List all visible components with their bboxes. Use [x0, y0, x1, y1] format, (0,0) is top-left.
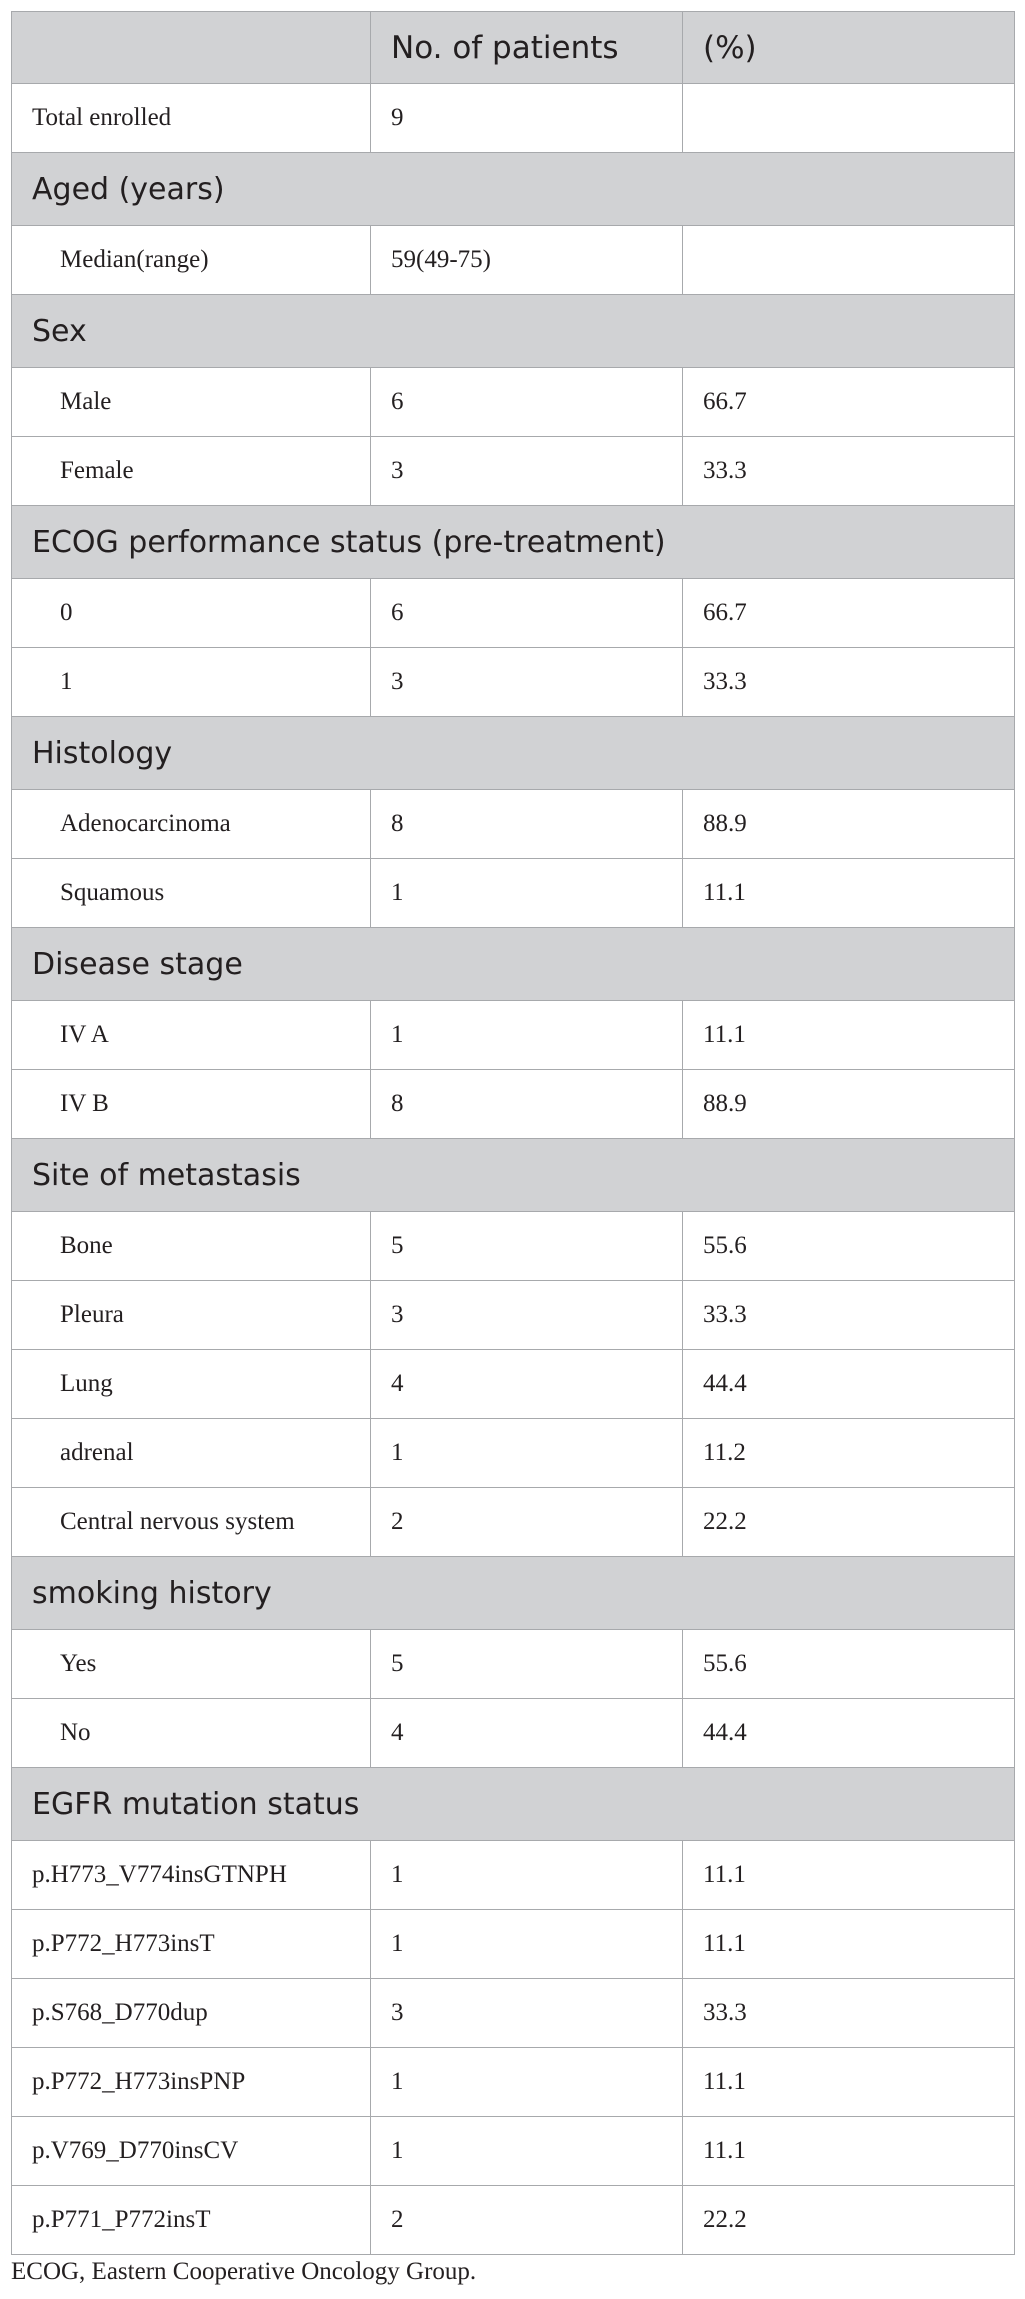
- row-label: p.P772_H773insPNP: [12, 2048, 371, 2117]
- table-footnote: ECOG, Eastern Cooperative Oncology Group.: [11, 2258, 477, 2285]
- section-header-row: [12, 506, 1015, 579]
- section-header-row: [12, 295, 1015, 368]
- patient-count-cell: 1: [371, 1001, 683, 1070]
- section-label: Site of metastasis: [12, 1139, 1015, 1212]
- percent-cell: 11.1: [683, 2048, 1015, 2117]
- percent-cell: 55.6: [683, 1630, 1015, 1699]
- table-row: [12, 368, 1015, 437]
- patient-characteristics-table-container: [11, 11, 1014, 2255]
- percent-cell: 44.4: [683, 1699, 1015, 1768]
- percent-cell: 11.1: [683, 1001, 1015, 1070]
- table-row: [12, 790, 1015, 859]
- section-header-row: [12, 1768, 1015, 1841]
- row-label: Lung: [12, 1350, 371, 1419]
- section-label: Aged (years): [12, 153, 1015, 226]
- patient-count-cell: 3: [371, 1281, 683, 1350]
- table-row: [12, 859, 1015, 928]
- row-label: 1: [12, 648, 371, 717]
- header-percent: (%): [683, 12, 1015, 84]
- patient-count-cell: 4: [371, 1350, 683, 1419]
- table-row: [12, 226, 1015, 295]
- table-row: [12, 1699, 1015, 1768]
- table-row: [12, 1281, 1015, 1350]
- row-label: p.V769_D770insCV: [12, 2117, 371, 2186]
- row-label: IV A: [12, 1001, 371, 1070]
- percent-cell: 11.1: [683, 1841, 1015, 1910]
- row-label: IV B: [12, 1070, 371, 1139]
- percent-cell: 11.1: [683, 1910, 1015, 1979]
- percent-cell: 66.7: [683, 579, 1015, 648]
- table-row: [12, 2048, 1015, 2117]
- percent-cell: 11.2: [683, 1419, 1015, 1488]
- patient-count-cell: 9: [371, 84, 683, 153]
- patient-count-cell: 1: [371, 1841, 683, 1910]
- table-row: [12, 84, 1015, 153]
- patient-count-cell: 1: [371, 1910, 683, 1979]
- patient-count-cell: 3: [371, 1979, 683, 2048]
- row-label: Female: [12, 437, 371, 506]
- patient-count-cell: 2: [371, 1488, 683, 1557]
- patient-count-cell: 6: [371, 579, 683, 648]
- row-label: Male: [12, 368, 371, 437]
- patient-characteristics-table: [11, 11, 1015, 2255]
- header-characteristic: [12, 12, 371, 84]
- patient-count-cell: 6: [371, 368, 683, 437]
- patient-count-cell: 5: [371, 1630, 683, 1699]
- percent-cell: 66.7: [683, 368, 1015, 437]
- table-row: [12, 1212, 1015, 1281]
- patient-count-cell: 5: [371, 1212, 683, 1281]
- percent-cell: 88.9: [683, 1070, 1015, 1139]
- table-row: [12, 1350, 1015, 1419]
- patient-count-cell: 3: [371, 648, 683, 717]
- patient-count-cell: 1: [371, 859, 683, 928]
- section-label: Sex: [12, 295, 1015, 368]
- percent-cell: 11.1: [683, 859, 1015, 928]
- table-row: [12, 1910, 1015, 1979]
- percent-cell: [683, 226, 1015, 295]
- percent-cell: 33.3: [683, 1979, 1015, 2048]
- percent-cell: 33.3: [683, 1281, 1015, 1350]
- section-label: smoking history: [12, 1557, 1015, 1630]
- patient-count-cell: 1: [371, 2117, 683, 2186]
- percent-cell: 55.6: [683, 1212, 1015, 1281]
- percent-cell: 33.3: [683, 648, 1015, 717]
- row-label: Squamous: [12, 859, 371, 928]
- table-row: [12, 1001, 1015, 1070]
- row-label: Yes: [12, 1630, 371, 1699]
- row-label: p.P772_H773insT: [12, 1910, 371, 1979]
- section-header-row: [12, 717, 1015, 790]
- table-row: [12, 1419, 1015, 1488]
- row-label: Median(range): [12, 226, 371, 295]
- table-row: [12, 1979, 1015, 2048]
- percent-cell: 88.9: [683, 790, 1015, 859]
- percent-cell: 22.2: [683, 1488, 1015, 1557]
- patient-count-cell: 1: [371, 1419, 683, 1488]
- table-row: [12, 1841, 1015, 1910]
- section-header-row: [12, 1557, 1015, 1630]
- table-row: [12, 1070, 1015, 1139]
- patient-count-cell: 8: [371, 790, 683, 859]
- percent-cell: 33.3: [683, 437, 1015, 506]
- percent-cell: 22.2: [683, 2186, 1015, 2255]
- row-label: Central nervous system: [12, 1488, 371, 1557]
- table-row: [12, 1630, 1015, 1699]
- row-label: p.P771_P772insT: [12, 2186, 371, 2255]
- row-label: Total enrolled: [12, 84, 371, 153]
- percent-cell: 44.4: [683, 1350, 1015, 1419]
- header-no-of-patients: No. of patients: [371, 12, 683, 84]
- table-row: [12, 2186, 1015, 2255]
- patient-count-cell: 3: [371, 437, 683, 506]
- table-header-row: [12, 12, 1015, 84]
- table-row: [12, 2117, 1015, 2186]
- patient-count-cell: 2: [371, 2186, 683, 2255]
- table-body: [12, 84, 1015, 2255]
- patient-count-cell: 4: [371, 1699, 683, 1768]
- table-row: [12, 579, 1015, 648]
- row-label: Adenocarcinoma: [12, 790, 371, 859]
- patient-count-cell: 1: [371, 2048, 683, 2117]
- row-label: p.H773_V774insGTNPH: [12, 1841, 371, 1910]
- row-label: adrenal: [12, 1419, 371, 1488]
- row-label: 0: [12, 579, 371, 648]
- section-header-row: [12, 1139, 1015, 1212]
- section-label: Histology: [12, 717, 1015, 790]
- section-label: EGFR mutation status: [12, 1768, 1015, 1841]
- percent-cell: 11.1: [683, 2117, 1015, 2186]
- table-row: [12, 648, 1015, 717]
- table-row: [12, 1488, 1015, 1557]
- row-label: No: [12, 1699, 371, 1768]
- patient-count-cell: 59(49-75): [371, 226, 683, 295]
- row-label: p.S768_D770dup: [12, 1979, 371, 2048]
- row-label: Pleura: [12, 1281, 371, 1350]
- section-header-row: [12, 928, 1015, 1001]
- patient-count-cell: 8: [371, 1070, 683, 1139]
- table-row: [12, 437, 1015, 506]
- row-label: Bone: [12, 1212, 371, 1281]
- section-label: Disease stage: [12, 928, 1015, 1001]
- section-header-row: [12, 153, 1015, 226]
- percent-cell: [683, 84, 1015, 153]
- section-label: ECOG performance status (pre-treatment): [12, 506, 1015, 579]
